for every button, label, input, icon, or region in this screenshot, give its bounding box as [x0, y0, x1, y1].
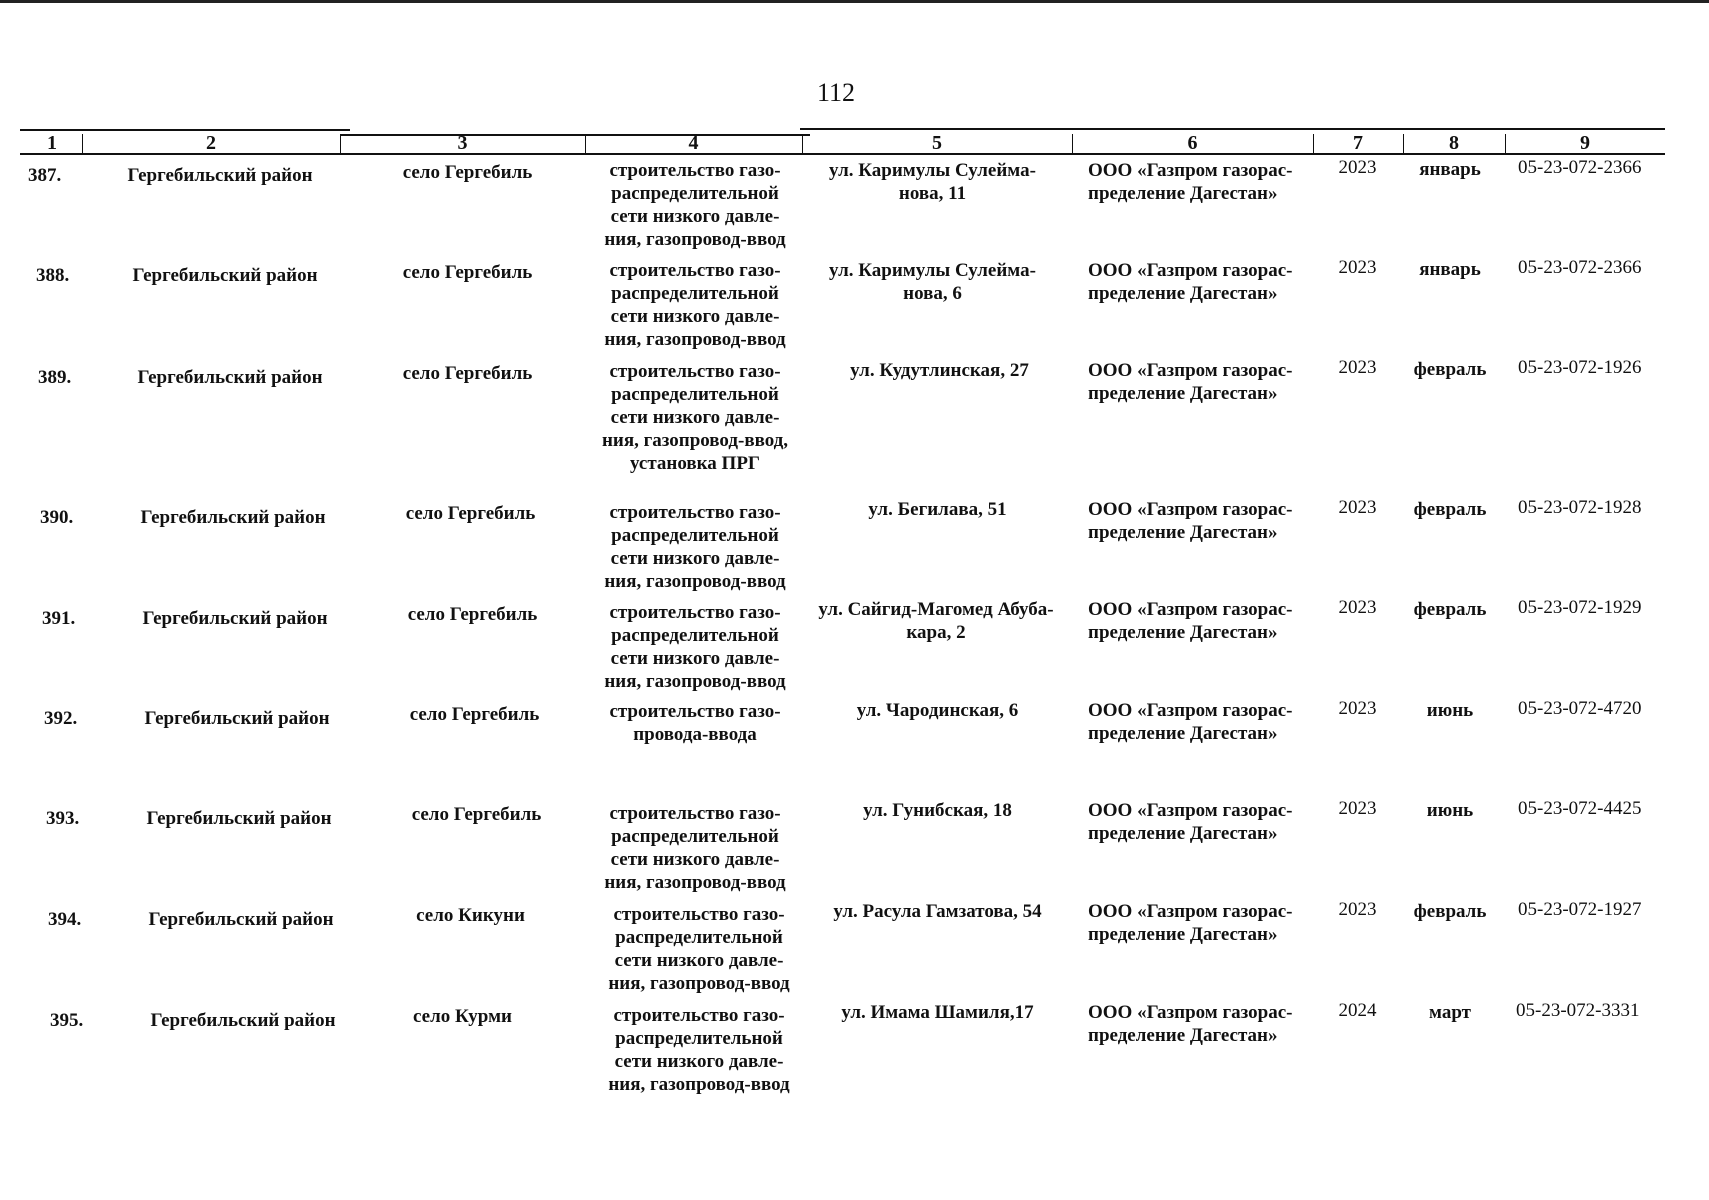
organization-cell: ООО «Газпром газорас- пределение Дагестан»: [1088, 800, 1293, 844]
month-cell: март: [1429, 1002, 1471, 1023]
address-cell: ул. Сайгид-Магомед Абуба- кара, 2: [818, 599, 1054, 643]
address-cell: ул. Гунибская, 18: [863, 800, 1012, 821]
settlement-cell: село Гергебиль: [411, 804, 542, 825]
settlement-cell: село Кикуни: [416, 905, 525, 926]
work-description-cell: строительство газо- распределительной сети низкого давле- ния, газопровод-ввод: [604, 602, 786, 692]
address-cell: ул. Каримулы Сулейма- нова, 6: [829, 260, 1036, 304]
code-cell: 05-23-072-1926: [1518, 357, 1642, 378]
row-number: 389.: [38, 367, 72, 388]
settlement-cell: село Гергебиль: [402, 262, 533, 283]
header-col-9: 9: [1580, 132, 1590, 154]
year-cell: 2023: [1338, 157, 1377, 178]
district-cell: Гергебильский район: [132, 265, 318, 286]
address-cell: ул. Чародинская, 6: [856, 700, 1019, 721]
work-description-cell: строительство газо- распределительной сети низкого давле- ния, газопровод-ввод: [604, 803, 786, 893]
district-cell: Гергебильский район: [140, 507, 326, 528]
work-description-cell: строительство газо- распределительной сети низкого давле- ния, газопровод-ввод: [604, 160, 786, 250]
month-cell: январь: [1419, 159, 1481, 180]
organization-cell: ООО «Газпром газорас- пределение Дагестан»: [1088, 499, 1293, 543]
organization-cell: ООО «Газпром газорас- пределение Дагестан»: [1088, 360, 1293, 404]
work-description-cell: строительство газо- провода-ввода: [609, 701, 781, 745]
code-cell: 05-23-072-1928: [1518, 497, 1642, 518]
organization-cell: ООО «Газпром газорас- пределение Дагестан»: [1088, 901, 1293, 945]
year-cell: 2023: [1338, 357, 1377, 378]
month-cell: июнь: [1426, 800, 1474, 821]
header-col-1: 1: [47, 132, 57, 154]
header-col-2: 2: [206, 132, 216, 154]
row-number: 391.: [42, 608, 76, 629]
table-header: [0, 132, 1709, 154]
year-cell: 2023: [1338, 798, 1377, 819]
month-cell: февраль: [1413, 901, 1487, 922]
year-cell: 2023: [1338, 899, 1377, 920]
header-col-3: 3: [457, 132, 468, 154]
month-cell: январь: [1419, 259, 1481, 280]
row-number: 392.: [44, 708, 78, 729]
month-cell: февраль: [1413, 359, 1487, 380]
header-col-5: 5: [932, 132, 942, 154]
address-cell: ул. Расула Гамзатова, 54: [833, 901, 1042, 922]
code-cell: 05-23-072-2366: [1518, 257, 1642, 278]
organization-cell: ООО «Газпром газорас- пределение Дагестан»: [1088, 700, 1293, 744]
header-col-4: 4: [688, 132, 699, 154]
address-cell: ул. Кудутлинская, 27: [850, 360, 1029, 381]
district-cell: Гергебильский район: [146, 808, 332, 829]
work-description-cell: строительство газо- распределительной сети низкого давле- ния, газопровод-ввод: [604, 260, 786, 350]
code-cell: 05-23-072-1929: [1518, 597, 1642, 618]
row-number: 388.: [36, 265, 70, 286]
settlement-cell: село Гергебиль: [402, 363, 533, 384]
settlement-cell: село Гергебиль: [402, 162, 533, 183]
organization-cell: ООО «Газпром газорас- пределение Дагестан»: [1088, 160, 1293, 204]
district-cell: Гергебильский район: [127, 165, 313, 186]
address-cell: ул. Имама Шамиля,17: [841, 1002, 1034, 1023]
header-col-7: 7: [1353, 132, 1363, 154]
district-cell: Гергебильский район: [150, 1010, 336, 1031]
header-top-line: [20, 129, 350, 131]
settlement-cell: село Гергебиль: [407, 604, 538, 625]
row-number: 393.: [46, 808, 80, 829]
address-cell: ул. Бегилава, 51: [868, 499, 1007, 520]
organization-cell: ООО «Газпром газорас- пределение Дагестан»: [1088, 1002, 1293, 1046]
work-description-cell: строительство газо- распределительной сети низкого давле- ния, газопровод-ввод: [604, 502, 786, 592]
settlement-cell: село Гергебиль: [405, 503, 536, 524]
row-number: 390.: [40, 507, 74, 528]
organization-cell: ООО «Газпром газорас- пределение Дагестан»: [1088, 260, 1293, 304]
settlement-cell: село Курми: [413, 1006, 512, 1027]
settlement-cell: село Гергебиль: [409, 704, 540, 725]
row-number: 394.: [48, 909, 82, 930]
header-col-6: 6: [1187, 132, 1198, 154]
header-top-line: [800, 128, 1665, 130]
month-cell: февраль: [1413, 499, 1487, 520]
work-description-cell: строительство газо- распределительной сети низкого давле- ния, газопровод-ввод, установка ПРГ: [601, 361, 789, 474]
code-cell: 05-23-072-4425: [1518, 798, 1642, 819]
code-cell: 05-23-072-1927: [1518, 899, 1642, 920]
work-description-cell: строительство газо- распределительной сети низкого давле- ния, газопровод-ввод: [608, 1005, 790, 1095]
top-border-line: [0, 0, 1709, 3]
year-cell: 2023: [1338, 257, 1377, 278]
district-cell: Гергебильский район: [137, 367, 323, 388]
work-description-cell: строительство газо- распределительной сети низкого давле- ния, газопровод-ввод: [608, 904, 790, 994]
code-cell: 05-23-072-4720: [1518, 698, 1642, 719]
page-number: 112: [816, 78, 856, 107]
code-cell: 05-23-072-2366: [1518, 157, 1642, 178]
header-col-8: 8: [1449, 132, 1459, 154]
address-cell: ул. Каримулы Сулейма- нова, 11: [829, 160, 1036, 204]
month-cell: февраль: [1413, 599, 1487, 620]
district-cell: Гергебильский район: [144, 708, 330, 729]
code-cell: 05-23-072-3331: [1516, 1000, 1640, 1021]
row-number: 387.: [28, 165, 62, 186]
organization-cell: ООО «Газпром газорас- пределение Дагестан»: [1088, 599, 1293, 643]
year-cell: 2023: [1338, 698, 1377, 719]
row-number: 395.: [50, 1010, 84, 1031]
month-cell: июнь: [1426, 700, 1474, 721]
district-cell: Гергебильский район: [148, 909, 334, 930]
district-cell: Гергебильский район: [142, 608, 328, 629]
year-cell: 2024: [1338, 1000, 1377, 1021]
year-cell: 2023: [1338, 597, 1377, 618]
year-cell: 2023: [1338, 497, 1377, 518]
